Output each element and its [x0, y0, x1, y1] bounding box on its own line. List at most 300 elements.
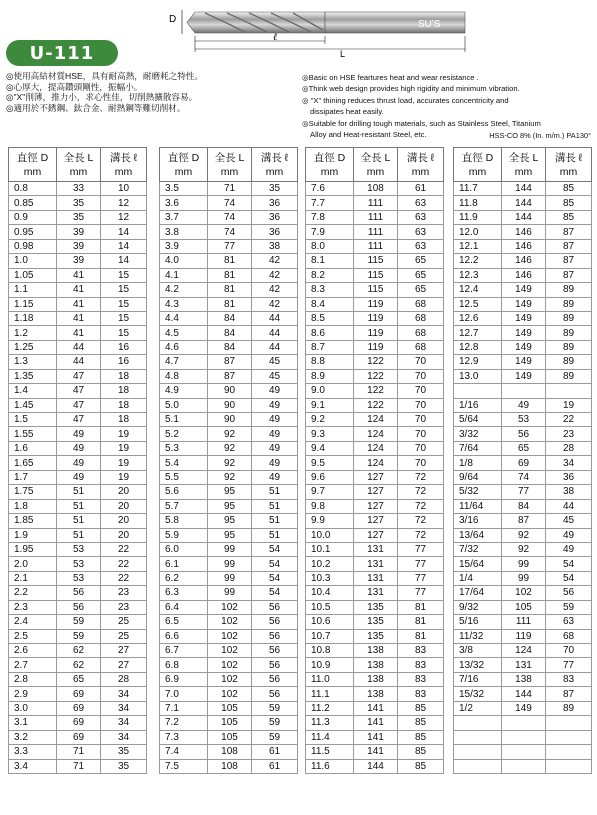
diameter-cell: 11.6 — [306, 759, 354, 773]
table-row — [454, 182, 592, 196]
diameter-cell: 9.8 — [306, 499, 354, 513]
column-header-unit: mm — [265, 165, 284, 178]
table-row — [160, 586, 298, 600]
flute-length-cell: 42 — [252, 268, 298, 282]
diameter-cell: 10.7 — [306, 629, 354, 643]
diameter-cell: 1.25 — [9, 340, 57, 354]
table-row — [160, 326, 298, 340]
diameter-cell: 12.9 — [454, 355, 502, 369]
table-row — [160, 542, 298, 556]
column-header-label: 溝長 ℓ — [406, 151, 435, 164]
table-row — [9, 485, 147, 499]
total-length-cell: 47 — [57, 398, 101, 412]
total-length-cell: 102 — [208, 644, 252, 658]
flute-length-cell: 36 — [252, 225, 298, 239]
flute-length-cell: 42 — [252, 254, 298, 268]
table-row — [160, 571, 298, 585]
total-length-cell: 99 — [502, 557, 546, 571]
diameter-cell — [454, 745, 502, 759]
flute-length-cell: 19 — [101, 456, 147, 470]
flute-length-cell: 68 — [398, 297, 444, 311]
flute-length-cell: 34 — [101, 716, 147, 730]
table-row — [454, 369, 592, 383]
diameter-cell: 11.7 — [454, 182, 502, 196]
diameter-cell: 2.4 — [9, 615, 57, 629]
table-row — [160, 470, 298, 484]
table-row — [160, 427, 298, 441]
flute-length-cell: 85 — [546, 196, 592, 210]
flute-length-cell: 15 — [101, 311, 147, 325]
flute-length-cell: 51 — [252, 499, 298, 513]
table-row — [9, 283, 147, 297]
flute-length-cell: 70 — [398, 441, 444, 455]
total-length-cell: 92 — [208, 456, 252, 470]
total-length-cell: 53 — [57, 571, 101, 585]
total-length-cell: 69 — [502, 456, 546, 470]
table-header-row — [454, 148, 592, 182]
diameter-cell: 5.2 — [160, 427, 208, 441]
flute-length-cell: 89 — [546, 701, 592, 715]
diameter-cell: 1.45 — [9, 398, 57, 412]
flute-length-cell: 36 — [252, 210, 298, 224]
flute-length-cell: 81 — [398, 600, 444, 614]
diameter-cell: 6.3 — [160, 586, 208, 600]
table-row — [306, 427, 444, 441]
diameter-cell: 2.9 — [9, 687, 57, 701]
table-row — [9, 759, 147, 773]
diameter-cell: 7.0 — [160, 687, 208, 701]
diameter-cell: 6.0 — [160, 542, 208, 556]
flute-length-cell: 56 — [252, 658, 298, 672]
diameter-cell: 7.2 — [160, 716, 208, 730]
table-row — [454, 297, 592, 311]
table-row — [306, 225, 444, 239]
total-length-cell: 127 — [354, 485, 398, 499]
table-row — [306, 615, 444, 629]
table-row — [160, 672, 298, 686]
flute-length-cell: 63 — [398, 239, 444, 253]
total-length-cell: 149 — [502, 311, 546, 325]
total-length-cell — [502, 745, 546, 759]
total-length-cell: 74 — [208, 210, 252, 224]
total-length-cell: 84 — [208, 340, 252, 354]
flute-length-cell: 72 — [398, 470, 444, 484]
flute-length-cell: 89 — [546, 326, 592, 340]
total-length-cell: 144 — [502, 196, 546, 210]
diameter-cell: 2.3 — [9, 600, 57, 614]
total-length-cell: 49 — [57, 470, 101, 484]
total-length-cell: 141 — [354, 701, 398, 715]
diameter-cell: 1.1 — [9, 283, 57, 297]
column-header-total — [354, 148, 398, 182]
total-length-cell: 41 — [57, 311, 101, 325]
flute-length-cell: 18 — [101, 413, 147, 427]
diameter-cell: 1/8 — [454, 456, 502, 470]
column-header-unit: mm — [320, 165, 339, 178]
total-length-cell: 92 — [502, 528, 546, 542]
total-length-cell: 119 — [354, 326, 398, 340]
total-length-cell: 122 — [354, 369, 398, 383]
flute-length-cell: 59 — [252, 730, 298, 744]
diameter-cell: 15/32 — [454, 687, 502, 701]
table-row — [306, 672, 444, 686]
diameter-cell: 4.0 — [160, 254, 208, 268]
total-length-cell: 141 — [354, 716, 398, 730]
diameter-cell: 1.35 — [9, 369, 57, 383]
total-length-cell: 149 — [502, 340, 546, 354]
diameter-cell: 0.95 — [9, 225, 57, 239]
total-length-cell: 127 — [354, 514, 398, 528]
flute-length-cell: 49 — [252, 384, 298, 398]
table-row — [306, 644, 444, 658]
diameter-cell — [454, 716, 502, 730]
table-row — [454, 600, 592, 614]
table-row — [454, 427, 592, 441]
diameter-cell: 1.3 — [9, 355, 57, 369]
diameter-cell: 1.6 — [9, 441, 57, 455]
diameter-cell: 6.8 — [160, 658, 208, 672]
total-length-cell: 102 — [208, 629, 252, 643]
table-row — [9, 311, 147, 325]
total-length-cell: 124 — [354, 413, 398, 427]
total-length-cell: 105 — [208, 701, 252, 715]
flute-length-cell: 16 — [101, 340, 147, 354]
diameter-cell: 8.3 — [306, 283, 354, 297]
diameter-cell: 3/16 — [454, 514, 502, 528]
flute-length-cell: 68 — [398, 340, 444, 354]
total-length-cell: 105 — [208, 730, 252, 744]
diameter-cell: 1/16 — [454, 398, 502, 412]
total-length-cell: 108 — [208, 759, 252, 773]
table-row — [306, 283, 444, 297]
diameter-cell: 7/64 — [454, 441, 502, 455]
total-length-cell: 124 — [354, 441, 398, 455]
diameter-cell: 12.3 — [454, 268, 502, 282]
diameter-cell: 15/64 — [454, 557, 502, 571]
diameter-cell: 11.4 — [306, 730, 354, 744]
flute-length-cell: 54 — [252, 571, 298, 585]
diameter-cell: 5.6 — [160, 485, 208, 499]
total-length-cell: 41 — [57, 326, 101, 340]
flute-length-cell: 81 — [398, 615, 444, 629]
table-row — [9, 254, 147, 268]
flute-length-cell: 87 — [546, 687, 592, 701]
total-length-cell: 149 — [502, 355, 546, 369]
flute-length-cell: 25 — [101, 615, 147, 629]
diameter-cell: 6.5 — [160, 615, 208, 629]
flute-length-cell: 20 — [101, 485, 147, 499]
total-length-cell: 146 — [502, 239, 546, 253]
table-row — [306, 441, 444, 455]
total-length-cell: 149 — [502, 283, 546, 297]
flute-length-cell: 72 — [398, 528, 444, 542]
diameter-cell: 5.8 — [160, 514, 208, 528]
table-row — [454, 311, 592, 325]
diameter-cell: 10.5 — [306, 600, 354, 614]
total-length-cell: 95 — [208, 485, 252, 499]
total-length-cell: 135 — [354, 615, 398, 629]
flute-length-cell: 28 — [101, 672, 147, 686]
table-row — [306, 528, 444, 542]
flute-length-cell: 25 — [101, 629, 147, 643]
table-row — [160, 225, 298, 239]
diameter-cell — [454, 384, 502, 398]
total-length-cell: 74 — [502, 470, 546, 484]
table-row — [454, 239, 592, 253]
flute-length-cell: 83 — [398, 644, 444, 658]
total-length-cell: 131 — [354, 586, 398, 600]
flute-length-cell: 70 — [398, 413, 444, 427]
table-row — [9, 687, 147, 701]
table-row — [454, 687, 592, 701]
total-length-cell: 39 — [57, 254, 101, 268]
diameter-cell: 3/8 — [454, 644, 502, 658]
total-length-cell: 90 — [208, 384, 252, 398]
table-row — [454, 745, 592, 759]
total-length-cell: 77 — [502, 485, 546, 499]
diameter-cell: 13/32 — [454, 658, 502, 672]
table-row — [160, 615, 298, 629]
table-row — [306, 745, 444, 759]
flute-length-cell: 23 — [101, 600, 147, 614]
flute-length-cell: 83 — [398, 672, 444, 686]
flute-length-cell: 12 — [101, 210, 147, 224]
diameter-cell: 10.3 — [306, 571, 354, 585]
feature-en-line: ◎Basic on HSE feartures heat and wear resistance . — [302, 73, 479, 82]
table-row — [9, 644, 147, 658]
total-length-cell: 105 — [208, 716, 252, 730]
total-length-cell: 99 — [208, 542, 252, 556]
total-length-cell: 124 — [354, 456, 398, 470]
table-row — [306, 759, 444, 773]
table-row — [454, 528, 592, 542]
flute-length-cell: 45 — [252, 355, 298, 369]
table-row — [160, 210, 298, 224]
table-row — [454, 716, 592, 730]
flute-length-cell: 56 — [252, 629, 298, 643]
total-length-cell: 92 — [502, 542, 546, 556]
flute-length-cell: 89 — [546, 311, 592, 325]
column-header-dia — [9, 148, 57, 182]
total-length-cell: 35 — [57, 210, 101, 224]
table-row — [9, 701, 147, 715]
flute-length-cell: 85 — [546, 182, 592, 196]
diameter-cell: 12.1 — [454, 239, 502, 253]
table-row — [9, 672, 147, 686]
diameter-cell: 10.1 — [306, 542, 354, 556]
table-row — [160, 311, 298, 325]
size-table-3 — [305, 147, 444, 774]
column-header-label: 全長 L — [214, 151, 245, 164]
flute-length-cell: 22 — [101, 571, 147, 585]
flute-length-cell: 38 — [546, 485, 592, 499]
diameter-cell: 1.95 — [9, 542, 57, 556]
diameter-cell: 10.6 — [306, 615, 354, 629]
total-length-cell: 122 — [354, 384, 398, 398]
diameter-cell: 10.4 — [306, 586, 354, 600]
size-table-1 — [8, 147, 147, 774]
flute-length-cell: 87 — [546, 254, 592, 268]
table-row — [160, 658, 298, 672]
feature-en-line: ◎Think web design provides high rigidity and minimum vibration. — [302, 84, 520, 94]
table-row — [160, 196, 298, 210]
table-row — [9, 239, 147, 253]
table-row — [454, 542, 592, 556]
table-row — [454, 283, 592, 297]
table-row — [454, 615, 592, 629]
table-row — [9, 369, 147, 383]
diameter-label: D — [169, 14, 177, 25]
total-length-cell: 71 — [57, 759, 101, 773]
table-row — [9, 658, 147, 672]
table-row — [9, 557, 147, 571]
diameter-cell: 11.5 — [306, 745, 354, 759]
flute-length-cell: 34 — [101, 687, 147, 701]
table-row — [306, 514, 444, 528]
flute-length-cell: 15 — [101, 268, 147, 282]
table-row — [160, 297, 298, 311]
table-row — [160, 485, 298, 499]
table-row — [306, 268, 444, 282]
diameter-cell: 8.4 — [306, 297, 354, 311]
table-row — [9, 355, 147, 369]
total-length-cell: 135 — [354, 629, 398, 643]
table-row — [306, 182, 444, 196]
total-length-cell: 149 — [502, 326, 546, 340]
flute-length-cell: 45 — [546, 514, 592, 528]
flute-length-cell: 87 — [546, 268, 592, 282]
table-row — [160, 600, 298, 614]
table-row — [454, 730, 592, 744]
diameter-cell: 0.85 — [9, 196, 57, 210]
diameter-cell: 17/64 — [454, 586, 502, 600]
flute-length-cell: 15 — [101, 297, 147, 311]
total-length-cell: 44 — [57, 340, 101, 354]
table-row — [454, 701, 592, 715]
size-table-4 — [453, 147, 592, 774]
total-length-label: L — [340, 49, 346, 58]
diameter-cell: 11.2 — [306, 701, 354, 715]
total-length-cell: 102 — [208, 658, 252, 672]
diameter-cell: 1.05 — [9, 268, 57, 282]
table-row — [454, 759, 592, 773]
table-row — [454, 225, 592, 239]
total-length-cell: 77 — [208, 239, 252, 253]
diameter-cell: 12.8 — [454, 340, 502, 354]
total-length-cell: 146 — [502, 268, 546, 282]
flute-length-cell: 20 — [101, 499, 147, 513]
flute-length-cell: 15 — [101, 326, 147, 340]
flute-length-cell: 12 — [101, 196, 147, 210]
flute-length-cell: 22 — [101, 542, 147, 556]
flute-length-cell: 56 — [252, 672, 298, 686]
diameter-cell: 4.5 — [160, 326, 208, 340]
table-row — [9, 268, 147, 282]
flute-length-cell: 28 — [546, 441, 592, 455]
table-row — [9, 427, 147, 441]
diameter-cell: 11.1 — [306, 687, 354, 701]
flute-length-cell: 44 — [252, 326, 298, 340]
diameter-cell: 3.5 — [160, 182, 208, 196]
total-length-cell: 41 — [57, 268, 101, 282]
flute-length-cell: 49 — [252, 413, 298, 427]
table-row — [454, 196, 592, 210]
table-row — [9, 297, 147, 311]
total-length-cell: 144 — [502, 182, 546, 196]
table-row — [160, 514, 298, 528]
flute-length-cell: 70 — [398, 398, 444, 412]
diameter-cell: 9.4 — [306, 441, 354, 455]
flute-length-cell: 70 — [398, 369, 444, 383]
total-length-cell: 127 — [354, 528, 398, 542]
diameter-cell: 1/4 — [454, 571, 502, 585]
table-row — [306, 716, 444, 730]
diameter-cell: 6.2 — [160, 571, 208, 585]
flute-length-cell: 18 — [101, 384, 147, 398]
total-length-cell: 119 — [354, 340, 398, 354]
flute-length-cell: 18 — [101, 369, 147, 383]
diameter-cell: 8.9 — [306, 369, 354, 383]
total-length-cell: 138 — [354, 687, 398, 701]
flute-length-cell: 83 — [398, 687, 444, 701]
flute-length-cell: 36 — [546, 470, 592, 484]
diameter-cell: 7.3 — [160, 730, 208, 744]
table-row — [306, 470, 444, 484]
table-row — [9, 441, 147, 455]
total-length-cell: 131 — [354, 557, 398, 571]
diameter-cell: 8.6 — [306, 326, 354, 340]
feature-zh-line: ◎適用於不銹鋼、鈦合金、耐熱鋼等難切削材。 — [6, 102, 186, 113]
diameter-cell: 5.4 — [160, 456, 208, 470]
flute-length-cell: 77 — [546, 658, 592, 672]
table-row — [9, 225, 147, 239]
total-length-cell: 119 — [354, 311, 398, 325]
table-row — [454, 268, 592, 282]
flute-length-cell: 87 — [546, 239, 592, 253]
diameter-cell: 8.5 — [306, 311, 354, 325]
flute-length-cell: 56 — [546, 586, 592, 600]
flute-length-cell: 77 — [398, 586, 444, 600]
table-row — [160, 456, 298, 470]
total-length-cell: 51 — [57, 499, 101, 513]
flute-length-cell: 65 — [398, 283, 444, 297]
flute-length-cell: 68 — [398, 311, 444, 325]
diameter-cell: 7.7 — [306, 196, 354, 210]
flute-length-cell: 85 — [398, 745, 444, 759]
table-header-row — [9, 148, 147, 182]
total-length-cell: 95 — [208, 514, 252, 528]
table-row — [306, 586, 444, 600]
table-row — [160, 745, 298, 759]
diameter-cell: 5.3 — [160, 441, 208, 455]
diameter-cell: 8.0 — [306, 239, 354, 253]
flute-length-cell: 20 — [101, 528, 147, 542]
column-header-dia — [160, 148, 208, 182]
total-length-cell: 47 — [57, 413, 101, 427]
total-length-cell: 138 — [354, 644, 398, 658]
diameter-cell: 6.1 — [160, 557, 208, 571]
total-length-cell: 47 — [57, 384, 101, 398]
flute-length-cell: 89 — [546, 369, 592, 383]
table-row — [160, 730, 298, 744]
total-length-cell: 74 — [208, 225, 252, 239]
table-row — [160, 355, 298, 369]
diameter-cell: 2.6 — [9, 644, 57, 658]
table-row — [9, 528, 147, 542]
column-header-flute — [252, 148, 298, 182]
total-length-cell: 59 — [57, 615, 101, 629]
total-length-cell: 90 — [208, 413, 252, 427]
